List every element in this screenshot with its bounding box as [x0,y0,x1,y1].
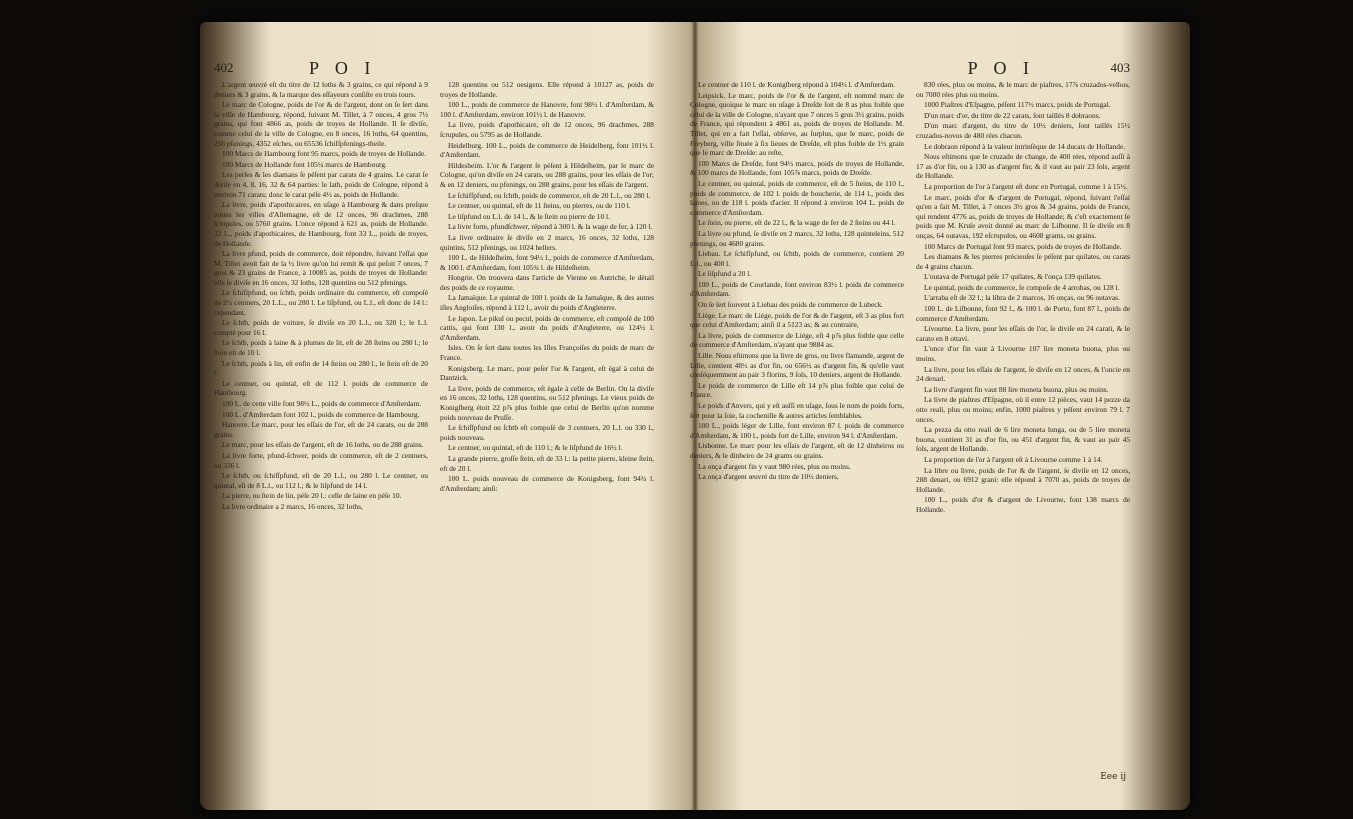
paragraph: La Jamaïque. Le quintal de 100 l. poids de la Jamaïque, & des autres iſles Angloiſes, répond à 112 l., avoir du poids d'Angleterre. [440,293,654,313]
paragraph: Le marc de Cologne, poids de l'or & de l'argent, dont on ſe ſert dans la ville de Hambourg, répond, ſuivant M. Tillet, à 7 onces, 4 gros 7½ grains, qui font 4866 as, poids de troyes de Hollande. Il ſe diviſe, comme celui de la ville de Cologne, en 8 onces, 16 loths, 64 quentins, 256 pfenings, 4352 eſches, ou 65536 ſchifſpfenings-theile. [214,100,428,148]
paragraph: Leipsick. Le marc, poids de l'or & de l'argent, eſt nommé marc de Cologne, quoique le marc en uſage à Dreſde ſoit de 8 as plus foible que celui de la ville de Cologne, n'ayant que 7 onces 5 gros 3½ grains, poids de France, qui répondent à 4861 as, poids de troyes de Hollande. M. Tillet, qui en a fait l'eſſai, obſerve, au ſurplus, que le marc, poids de Freyberg, ville ſituée à ſix lieues de Dreſde, eſt plus foible de 1½ grain que le marc de Dreſde: au reſte, [690,90,904,158]
paragraph: Le ſtein, ou pierre, eſt de 22 l., & la wage de fer de 2 ſteins ou 44 l. [698,218,896,228]
paragraph: Le centner, ou quintal, eſt de 112 l. poids de commerce de Hambourg. [214,378,428,398]
paragraph: 100 Marcs de Hollande font 105¼ marcs de Hambourg. [222,159,387,169]
paragraph: La livre de piaſtres d'Eſpagne, où il entre 12 pièces, vaut 14 pezze da otto reali, plus ou moins; enfin, 1000 piaſtres y péſent environ 79 l. 7 onces. [916,395,1130,424]
left-page-header [214,58,654,78]
paragraph: La livre, poids de commerce de Liége, eſt 4 p⅞ plus foible que celle de commerce d'Amſterdam, n'ayant que 9884 as. [690,330,904,350]
paragraph: 100 L. de cette ville font 98½ L., poids de commerce d'Amſterdam. [222,399,422,408]
paragraph: Lille. Nous eſtimons que la livre de gros, ou livre flamande, argent de Lille, contient 48½ as d'or fin, ou 656½ as d'argent fin, & qu'elle vaut conſéquemment au pair 3 florins, 9 ſols, 10 deniers, argent de Hollande. [690,351,904,380]
paragraph: La livre d'argent fin vaut 88 lire moneta buona, plus ou moins. [924,384,1109,394]
paragraph: 100 Marcs de Hambourg font 95 marcs, poids de troyes de Hollande. [222,149,427,159]
paragraph: La livre forte, pfund-ſchwer, poids de commerce, eſt de 2 centners, ou 336 l. [214,450,428,470]
paragraph: Lisbonne. Le marc pour les eſſais de l'argent, eſt de 12 dinheiros ou deniers, & le dinheiro de 24 grams ou grains. [690,441,904,460]
paragraph: D'un marc d'argent, du titre de 10½ deniers, ſont taillés 15½ cruzados-novos de 480 rées chacun. [916,121,1130,140]
paragraph: La pezza da otto reali de 6 lire moneta lunga, ou de 5 lire moneta buona, contient 31 as d'or fin, ou 451 d'argent fin, & vaut au pair 45 ſols, argent de Hollande. [916,425,1130,454]
paragraph: La pierre, ou ſtein de lin, péſe 20 l.: celle de laine en péſe 10. [222,491,402,501]
paragraph: La livre forte, pfundſchwer, répond à 300 l. & la wage de fer, à 120 l. [448,222,653,232]
paragraph: Le poids de commerce de Lille eſt 14 p⅞ plus foible que celui de France. [690,380,904,400]
paragraph: 1000 Piaſtres d'Eſpagne, péſent 117½ marcs, poids de Portugal. [924,100,1111,110]
page-number: 402 [214,60,234,75]
paragraph: Le centner, ou quintal, eſt de 110 l.; & le liſpfund de 16½ l. [448,443,623,453]
paragraph: Le poids d'Anvers, qui y eſt auſſi en uſage, ſous le nom de poids forts, ſert pour la ſoie, la cochenille & autres articles ſemblables. [690,401,904,420]
paragraph: Le centner, ou quintal, eſt de 11 ſteins, ou pierres, ou de 110 l. [448,201,631,211]
paragraph: 100 L. de Liſbonne, font 92 l., & 100 l. de Porto, font 87 l., poids de commerce d'Amſterdam. [916,304,1130,323]
paragraph: La onça d'argent œuvré du titre de 10½ deniers, [698,472,839,482]
paragraph: Le ſchtb, ou ſchifſpfund, eſt de 20 L.l., ou 280 l. Le centner, ou quintal, eſt de 8 L.l., ou 112 l.; & le liſpfund de 14 l. [214,471,428,490]
paragraph: D'un marc d'or, du titre de 22 carats, ſont taillés 8 dobraons. [924,110,1101,120]
paragraph: La libre ou livre, poids de l'or & de l'argent, ſe diviſe en 12 onces, 288 denari, ou 6912 grani: elle répond à 7070 as, poids de troyes de Hollande. [916,465,1130,494]
paragraph: La livre ordinaire a 2 marcs, 16 onces, 32 loths, [222,501,363,511]
paragraph: L'argent œuvré eſt du titre de 12 loths & 3 grains, ce qui répond à 9 deniers & 3 grains, & la marque des eſſayeurs conſiſte en trois tours. [214,80,428,99]
paragraph: Le Japon. Le pikul ou pecul, poids de commerce, eſt compoſé de 100 cattis, qui font 130 l., avoir du poids d'Angleterre, ou 124½ l. d'Amſterdam. [440,313,654,342]
paragraph: La livre pfund, poids de commerce, doit répondre, ſuivant l'eſſai que M. Tillet avoit fait de la ½ livre qu'on lui remit & qui peſoit 7 onces, 7 gros & 23 grains de France, à 10085 as, poids de troyes de Hollande: elle ſe diviſe en 16 onces, 32 loths, 128 quentins ou 512 pfenings. [214,249,428,287]
right-column-2 [916,80,1130,768]
paragraph: La livre, pour les eſſais de l'argent, ſe diviſe en 12 onces, & l'oncie en 24 denari. [916,364,1130,384]
paragraph: Heidelburg. 100 L., poids de commerce de Heidelberg, font 101½ l. d'Amſterdam. [440,140,654,160]
paragraph: Les diamans & les pierres précieuſes ſe péſent par quilates, ou carats de 4 grains chacun. [916,252,1130,271]
paragraph: L'outava de Portugal péſe 17 quilates, & l'onça 139 quilates. [924,272,1102,282]
paragraph: La proportion de l'or à l'argent eſt à Livourne comme 1 à 14. [924,454,1103,464]
paragraph: La livre ordinaire ſe diviſe en 2 marcs, 16 onces, 32 loths, 128 quintins, 512 pfenings, ou 1024 hellers. [440,232,654,252]
paragraph: La grande pierre, groſſe ſtein, eſt de 33 l.: la petite pierre, kleine ſtein, eſt de 20 l. [440,453,654,473]
right-page-columns [690,80,1130,768]
paragraph: Liebau. Le ſchifſpfund, ou ſchtb, poids de commerce, contient 20 L.l., ou 400 l. [690,249,904,268]
paragraph: L'once d'or fin vaut à Livourne 107 lire moneta buona, plus ou moins. [916,344,1130,364]
left-page-columns [214,80,654,768]
paragraph: Le ſchtb, poids à laine & à plumes de lit, eſt de 28 ſteins ou 280 l.; le ſtein eſt de 10 l. [214,338,428,358]
paragraph: Livourne. La livre, pour les eſſais de l'or, ſe diviſe en 24 carati, & le carato en 8 ottavi. [916,324,1130,343]
paragraph: Le centner de 110 l. de Konigſberg répond à 104½ l. d'Amſterdam. [698,80,895,89]
paragraph: 100 L. de Hildeſheim, font 94½ l., poids de commerce d'Amſterdam, & 100 l. d'Amſterdam, font 105¾ l. de Hildeſheim. [440,253,654,272]
right-page-header [690,58,1130,78]
paragraph: Le marc, pour les eſſais de l'argent, eſt de 16 loths, ou de 288 grains. [222,440,424,450]
paragraph: Nous eſtimons que le cruzado de change, de 400 rées, répond auſſi à 17 as d'or fin, ou à 130 as d'argent fin; & il vaut au pair 23 ſols, argent de Hollande. [916,152,1130,181]
paragraph: Le quintal, poids de commerce, ſe compoſe de 4 arrobas, ou 128 l. [924,282,1120,292]
paragraph: Konigsberg. Le marc, pour peſer l'or & l'argent, eſt égal à celui de Dantzick. [440,363,654,383]
paragraph: Le ſchtb, poids à lin, eſt enfin de 14 ſteins ou 280 l., le ſtein eſt de 20 l. [214,358,428,378]
right-column-1 [690,80,904,768]
paragraph: Le centner, ou quintal, poids de commerce, eſt de 5 ſteins, de 110 l., poids de commerce, de 102 l. poids de boucherie, de 114 l., poids des laines, ou de 118 l. poids d'acier. Il répond à environ 104 L. poids de commerce d'Amſterdam. [690,178,904,217]
paragraph: 100 L. poids nouveau de commerce de Konigsberg, font 94¾ l. d'Amſterdam; ainſi: [440,474,654,493]
paragraph: La livre ou pfund, ſe diviſe en 2 marcs, 32 loths, 128 quinteleins, 512 pfenings, ou 4680 grains. [690,228,904,248]
paragraph: Liége. Le marc de Liége, poids de l'or & de l'argent, eſt 3 as plus fort que celui d'Amſterdam; ainſi il a 5123 as; & au contraire, [690,310,904,330]
right-page [690,48,1130,782]
paragraph: 100 L., poids d'or & d'argent de Livourne, font 138 marcs de Hollande. [916,495,1130,514]
paragraph: L'arraba eſt de 32 l.; la libra de 2 marcos, 16 onças, ou 96 outavas. [924,293,1120,303]
paragraph: Hildesheim. L'or & l'argent ſe péſent à Hildeſheim, par le marc de Cologne, qu'on diviſe en 24 carats, ou 288 grains, pour les eſſais de l'or; & en 12 deniers, ou pfenings, ou 288 grains, pour les eſſais de l'argent. [440,160,654,189]
paragraph: Le ſchifſpfund, ou ſchtb, poids ordinaire du commerce, eſt compoſé de 2½ centners, 20 L.L., ou 280 l. Le liſpfund, ou L.l., eſt donc de 14 l.: cependant, [214,288,428,317]
signature-mark: Eee ij [1100,772,1126,782]
paragraph: 100 L., poids de commerce de Hanovre, font 98½ l. d'Amſterdam, & 100 l. d'Amſterdam, environ 101½ l. de Hanovre. [440,100,654,119]
paragraph: Le ſchifſpfund ou ſchtb eſt compoſé de 3 centners, 20 L.l. ou 330 l., poids nouveau. [440,423,654,442]
paragraph: Le ſchtb, poids de voiture, ſe diviſe en 20 L.l., ou 320 l.; le L.l. compté pour 16 l. [214,318,428,337]
running-head: P O I [967,58,1035,78]
paragraph: La livre, poids d'apothicaires, en uſage à Hambourg & dans preſque toutes les villes d'Allemagne, eſt de 12 onces, 96 drachmes, 288 ſcrupules, ou 5760 grains. L'once répond à 621 as, poids de Hollande. 32 L., poids d'apothicaires, de Hambourg, font 33 L., poids de troyes, de Hollande. [214,200,428,248]
paragraph: Le liſpfund a 20 l. [698,269,752,279]
paragraph: 100 Marcs de Dreſde, font 94½ marcs, poids de troyes de Hollande, & 100 marcs de Hollande, font 105⅞ marcs, poids de Dreſde. [690,158,904,178]
paragraph: Le marc, poids d'or & d'argent de Portugal, répond, ſuivant l'eſſai qu'en a fait M. Tillet, à 7 onces 3½ gros & 34 grains, poids de France, qui rendent 4776 as, poids de troyes de Hollande; & c'eſt exactement le poids que M. Kruſe avoit donné au marc de Liſbonne. Il ſe diviſe en 8 onças, 64 outavas, 192 eſcrupulos, ou 4608 grams, ou grains. [916,192,1130,240]
left-column-2 [440,80,654,768]
paragraph: La livre, poids d'apothicaire, eſt de 12 onces, 96 drachmes, 288 ſcrupules, ou 5795 as de Hollande. [440,120,654,139]
paragraph: La onça d'argent fin y vaut 980 rées, plus ou moins. [698,461,851,471]
paragraph: 830 rées, plus ou moins, & le marc de piaſtres, 17⅞ cruzados-velhos, ou 7000 rées plus ou moins. [916,80,1130,99]
paragraph: Hanovre. Le marc, pour les eſſais de l'or, eſt de 24 carats, ou de 288 grains. [214,420,428,439]
paragraph: Les perles & les diamans ſe péſent par carats de 4 grains. Le carat ſe diviſe en 4, 8, 16, 32 & 64 parties: le lath, poids de Cologne, répond à environ 71 carats; donc le carat péſe 4½ as, poids de Hollande. [214,170,428,199]
paragraph: Le liſpfund ou L.l. de 14 l., & le ſtein ou pierre de 10 l. [448,211,610,221]
paragraph: 128 quentins ou 512 oesigens. Elle répond à 10127 as, poids de troyes de Hollande. [440,80,654,99]
paragraph: 100 Marcs de Portugal font 93 marcs, poids de troyes de Hollande. [924,241,1122,251]
paragraph: 100 L., poids léger de Lille, font environ 87 l. poids de commerce d'Amſterdam, & 100 l., poids fort de Lille, environ 94 l. d'Amſterdam. [690,421,904,440]
paragraph: 100 L. d'Amſterdam font 102 l., poids de commerce de Hambourg. [222,409,420,419]
page-number: 403 [1110,60,1130,75]
paragraph: Le dobraon répond à la valeur intrinſèque de 14 ducats de Hollande. [924,141,1126,151]
paragraph: La livre, poids de commerce, eſt égale à celle de Berlin. On la diviſe en 16 onces, 32 loths, 128 quentins, ou 512 pfenings. Le vieux poids de Konigſberg étoit 22 p⅞ plus foible que celui de Berlin qu'on nomme poids nouveau de Pruſſe. [440,383,654,422]
left-page [214,48,654,778]
paragraph: Le ſchifſpfund, ou ſchtb, poids de commerce, eſt de 20 L.l., ou 280 l. [448,190,651,200]
paragraph: La proportion de l'or à l'argent eſt donc en Portugal, comme 1 à 15½. [924,181,1128,191]
running-head: P O I [309,58,377,78]
paragraph: Hongrie. On trouvera dans l'article de Vienne en Autriche, le détail des poids de ce royaume. [440,273,654,292]
left-column-1 [214,80,428,768]
paragraph: On ſe ſert ſouvent à Liebau des poids de commerce de Lubeck. [698,300,884,310]
paragraph: 100 L., poids de Courlande, font environ 83½ l. poids de commerce d'Amſterdam. [690,279,904,299]
paragraph: Isles. On ſe ſert dans toutes les Iſles Françoiſes du poids de marc de France. [440,343,654,363]
